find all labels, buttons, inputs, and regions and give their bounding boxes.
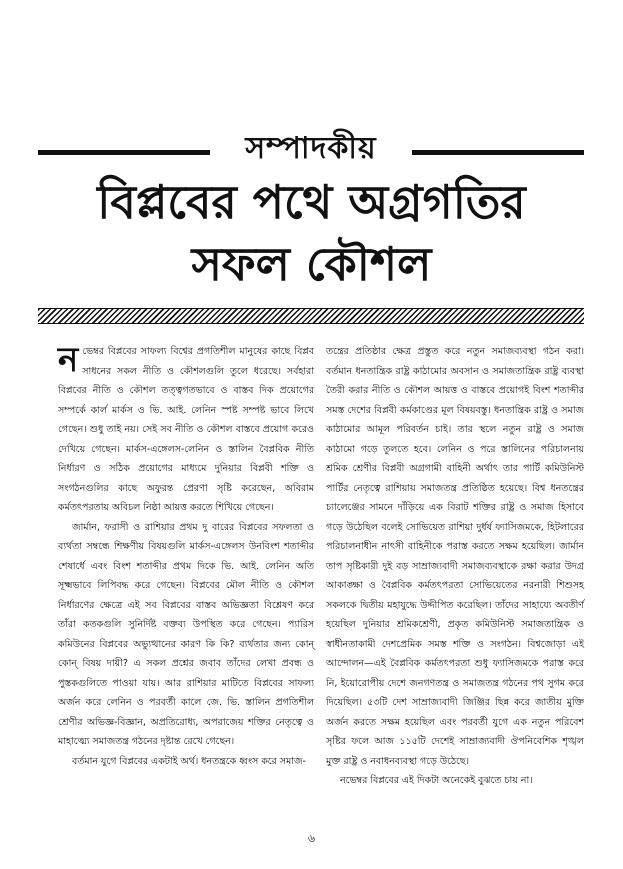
paragraph-text: নভেম্বর বিপ্লবের এই দিকটা অনেকেই বুঝতে চায় না। bbox=[340, 775, 533, 786]
hatched-divider bbox=[38, 308, 584, 324]
paragraph-5 bbox=[326, 771, 584, 791]
article-column-left bbox=[58, 342, 314, 771]
paragraph-text: বর্তমান যুগে বিপ্লবের একটাই অর্থ। ধনতন্ত্রকে ধ্বংস করে সমাজ- bbox=[72, 755, 306, 767]
paragraph-text: জার্মান, ফরাসী ও রাশিয়ার প্রথম দু বারের বিপ্লবের সফলতা ও ব্যর্থতা সম্বন্ধে শিক্ষণীয় বিষয়গুলি মার্কস-এঙ্গেলস উনবিংশ শতাব্দীর শেষার্ধে এবং বিংশ শতাব্দীর প্রথম দিকে ভি. আই. লেনিন অতি সূক্ষ্মভাবে লিপিবদ্ধ করে গেছেন। বিপ্লবের মৌল নীতি ও কৌশল নির্ধারণের ক্ষেত্রে এই সব বিপ্লবের বাস্তব অভিজ্ঞতা বিশ্লেষণ করে তাঁরা কতকগুলি সুনির্দিষ্ট বক্তব্য উপস্থিত করে গেছেন। প্যারিস কমিউনের বিপ্লবের অভ্যুত্থানের কারণ কি কি? ব্যর্থতার জন্য কোন্‌ কোন্‌ বিষয় দায়ী? এ সকল প্রশ্নের জবাব তাঁদের লেখা প্রবন্ধ ও পুস্তকগুলিতে পাওয়া যায়। আর রাশিয়ার মাটিতে বিপ্লবের সাফল্য অর্জন করে লেনিন ও পরবর্তী কালে জে. ভি. স্তালিন প্রগতিশীল শ্রেণীর অভিজ্ঞ-বিজ্ঞান, অপ্রতিরোধ্য, অপরাজেয় শক্তির নেতৃত্বে ও মাহাত্ম্যে সমাজতন্ত্র গঠনের দৃষ্টান্ত রেখে গেছেন। bbox=[58, 521, 314, 747]
paragraph-text: ভেম্বর বিপ্লবের সাফল্য বিশ্বের প্রগতিশীল মানুষের কাছে বিপ্লব সাধনের সকল নীতি ও কৌশলগুলি তুলে ধরেছে। সর্বহারা বিপ্লবের নীতি ও কৌশল তত্ত্বগতভাবে ও বাস্তব দিক প্রয়োগের সম্পর্কে কার্ল মার্কস ও ভি. আই. লেনিন স্পষ্ট সম্পষ্ট ভাবে লিখে গেছেন। শুধু তাই নয়। সেই সব নীতি ও কৌশল বাস্তবে প্রয়োগ করেও দেখিয়ে গেছেন। মার্কস-এঙ্গেলস-লেনিন ও স্তালিন বৈপ্লবিক নীতি নির্ধারণ ও সঠিক প্রয়োগের মাধ্যমে দুনিয়ার বিপ্লবী শক্তি ও সংগঠনগুলির কাছে অফুরন্ত প্রেরণা সৃষ্টি করেছেন, অবিরাম কর্মতৎপরতায় অবিচল নিষ্ঠা আয়ত্ত করতে শিখিয়ে গেছেন। bbox=[58, 346, 314, 513]
drop-cap: ন bbox=[58, 340, 79, 380]
headline-line-1: বিপ্লবের পথে অগ্রগতির bbox=[97, 175, 526, 229]
headline-line-2: সফল কৌশল bbox=[191, 237, 432, 291]
section-label: সম্পাদকীয় bbox=[245, 131, 377, 166]
paragraph-3 bbox=[58, 752, 314, 772]
paragraph-1 bbox=[58, 342, 314, 518]
paragraph-4 bbox=[326, 342, 584, 771]
page-number: ৬ bbox=[307, 832, 316, 845]
article-column-right bbox=[326, 342, 584, 791]
paragraph-2 bbox=[58, 518, 314, 752]
heading-rule-right bbox=[412, 150, 584, 155]
paragraph-text: তন্ত্রের প্রতিষ্ঠার ক্ষেত্র প্রস্তুত করে নতুন সমাজব্যবস্থা গঠন করা। বর্তমান ধনতান্ত্রিক রাষ্ট্র কাঠামোর অবসান ও সমাজতান্ত্রিক রাষ্ট্র ব্যবস্থা তৈরী করার নীতি ও কৌশল আয়ত্ত ও বাস্তবে প্রয়োগই বিংশ শতাব্দীর সমস্ত দেশের বিপ্লবী কর্মকাণ্ডের মূল বিষয়বস্তু। ধনতান্ত্রিক রাষ্ট্র ও সমাজ কাঠামোর আমূল পরিবর্তন চাই। তার স্থলে নতুন রাষ্ট্র ও সমাজ কাঠামো গড়ে তুলতে হবে। লেনিন ও পরে স্তালিনের পরিচালনায় শ্রমিক শ্রেণীর বিপ্লবী অগ্রগামী বাহিনী অর্থাৎ তার পার্টি কমিউনিস্ট পার্টির নেতৃত্বে রাশিয়ায় সমাজতন্ত্র প্রতিষ্ঠিত হয়েছে। বিশ্ব ধনতন্ত্রের চ্যালেঞ্জের সামনে দাঁড়িয়ে এক বিরাট শক্তির রাষ্ট্র ও সমাজ হিসাবে গড়ে উঠেছিল বলেই সোভিয়েত রাশিয়া দুর্ধর্ষ ফ্যাসিজমকে, হিটলারের পরিচালনাধীন নাৎসী বাহিনীকে পরাস্ত করতে সক্ষম হয়েছিল। জার্মান তাপ সৃষ্টিকারী দুই বড় সাম্রাজ্যবাদী সমাজব্যবস্থাকে রক্ষা করার উদগ্র আকাঙ্ক্ষা ও বৈপ্লবিক কর্মতৎপরতা সোভিয়েতের নরনারী শিশুসহ সকলকে দ্বিতীয় মহাযুদ্ধে উদ্দীপিত করেছিল। তাঁদের সাহায্যে অবতীর্ণ হয়েছিল দুনিয়ার শ্রমিকশ্রেণী, প্রকৃত কমিউনিস্ট সমাজতান্ত্রিক ও স্বাধীনতাকামী দেশপ্রেমিক সমস্ত শক্তি ও সংগঠন। বিশ্বজোড়া এই আন্দোলন—এই বৈপ্লবিক কর্মতৎপরতা শুধু ফ্যাসিজমকে পরাস্ত করে নি, ইয়োরোপীয় দেশে জনগণতন্ত্র ও সমাজতন্ত্র গঠনের পথ সুগম করে দিয়েছিল। ৫৩টি দেশ সাম্রাজ্যবাদী জিঞ্জির ছিন্ন করে জাতীয় মুক্তি অর্জন করতে সক্ষম হয়েছিল এবং পরবর্তী যুগে এক নতুন পরিবেশ সৃষ্টির ফলে আজ ১১৫টি দেশেই সাম্রাজ্যবাদী ঔপনিবেশিক শৃঙ্খল মুক্ত রাষ্ট্র ও নবাধনব্যবস্থা গড়ে উঠেছে। bbox=[326, 346, 584, 767]
heading-rule-left bbox=[38, 150, 210, 155]
